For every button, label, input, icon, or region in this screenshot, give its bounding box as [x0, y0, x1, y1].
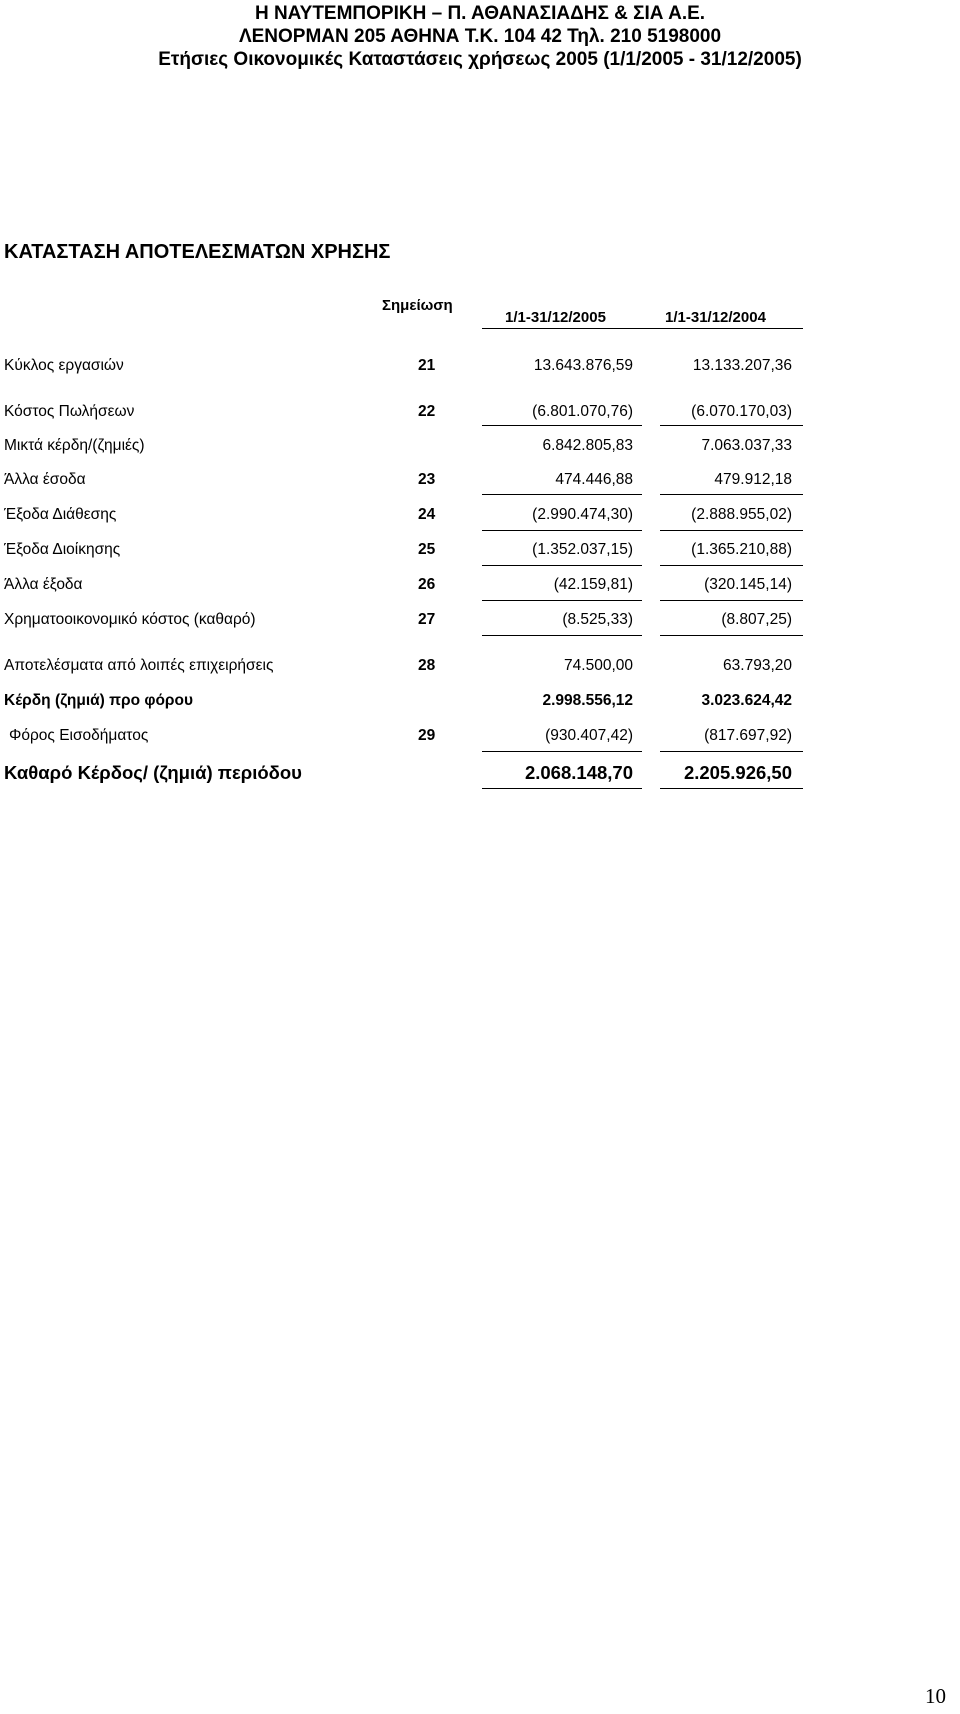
row-note: 28 — [418, 657, 436, 674]
column-header-2005: 1/1-31/12/2005 — [505, 309, 606, 326]
value-2005: (42.159,81) — [553, 576, 633, 593]
value-2004: (6.070.170,03) — [691, 403, 792, 420]
value-2004: (1.365.210,88) — [691, 541, 792, 558]
table-row — [0, 403, 960, 427]
value-2005: 2.998.556,12 — [542, 692, 633, 709]
value-2005: 6.842.805,83 — [542, 437, 633, 454]
table-row — [0, 762, 960, 786]
table-row — [0, 611, 960, 635]
total-rule — [660, 788, 803, 789]
value-2004: (817.697,92) — [704, 727, 792, 744]
row-label: Άλλα έσοδα — [4, 471, 86, 488]
row-note: 27 — [418, 611, 436, 628]
row-label: Κέρδη (ζημιά) προ φόρου — [4, 692, 193, 709]
row-label: Κύκλος εργασιών — [4, 357, 124, 374]
value-2004: (2.888.955,02) — [691, 506, 792, 523]
table-row — [0, 541, 960, 565]
row-label: Κόστος Πωλήσεων — [4, 403, 135, 420]
value-2004: 7.063.037,33 — [701, 437, 792, 454]
value-2004: 2.205.926,50 — [683, 762, 792, 783]
table-row — [0, 727, 960, 751]
row-label: Καθαρό Κέρδος/ (ζημιά) περιόδου — [4, 762, 302, 783]
subtotal-rule — [482, 494, 642, 495]
subtotal-rule — [660, 751, 803, 752]
row-note: 26 — [418, 576, 436, 593]
subtotal-rule — [660, 425, 803, 426]
statement-title: ΚΑΤΑΣΤΑΣΗ ΑΠΟΤΕΛΕΣΜΑΤΩΝ ΧΡΗΣΗΣ — [4, 241, 391, 263]
subtotal-rule — [482, 600, 642, 601]
row-label: Χρηματοοικονομικό κόστος (καθαρό) — [4, 611, 256, 628]
subtotal-rule — [660, 494, 803, 495]
row-label: Άλλα έξοδα — [4, 576, 83, 593]
table-row — [0, 506, 960, 530]
value-2005: 74.500,00 — [564, 657, 633, 674]
value-2005: (8.525,33) — [562, 611, 633, 628]
row-note: 25 — [418, 541, 436, 558]
table-row — [0, 692, 960, 716]
value-2005: (1.352.037,15) — [532, 541, 633, 558]
value-2004: 13.133.207,36 — [692, 357, 792, 374]
row-note: 22 — [418, 403, 436, 420]
page-number: 10 — [925, 1684, 946, 1708]
subtotal-rule — [482, 565, 642, 566]
table-row — [0, 437, 960, 461]
statements-period: Ετήσιες Οικονομικές Καταστάσεις χρήσεως 2005 (1/1/2005 - 31/12/2005) — [158, 49, 802, 70]
value-2005: 2.068.148,70 — [524, 762, 633, 783]
subtotal-rule — [660, 565, 803, 566]
row-label: Έξοδα Διάθεσης — [4, 506, 117, 523]
header-rule — [482, 328, 803, 329]
document-header — [0, 2, 960, 71]
company-address: ΛΕΝΟΡΜΑΝ 205 ΑΘΗΝΑ Τ.Κ. 104 42 Τηλ. 210 5198000 — [238, 26, 722, 47]
value-2005: (930.407,42) — [545, 727, 633, 744]
value-2005: (6.801.070,76) — [532, 403, 633, 420]
table-row — [0, 471, 960, 495]
subtotal-rule — [660, 600, 803, 601]
value-2004: 479.912,18 — [714, 471, 792, 488]
row-label: Έξοδα Διοίκησης — [4, 541, 121, 558]
row-label: Μικτά κέρδη/(ζημιές) — [4, 437, 145, 454]
subtotal-rule — [482, 530, 642, 531]
value-2004: 63.793,20 — [723, 657, 792, 674]
company-name: Η ΝΑΥΤΕΜΠΟΡΙΚΗ – Π. ΑΘΑΝΑΣΙΑΔΗΣ & ΣΙΑ Α.Ε. — [254, 3, 706, 24]
value-2004: (320.145,14) — [704, 576, 792, 593]
row-note: 21 — [418, 357, 436, 374]
table-row — [0, 576, 960, 600]
subtotal-rule — [660, 530, 803, 531]
subtotal-rule — [482, 635, 642, 636]
table-row — [0, 357, 960, 381]
subtotal-rule — [482, 751, 642, 752]
subtotal-rule — [482, 425, 642, 426]
value-2004: 3.023.624,42 — [701, 692, 792, 709]
value-2004: (8.807,25) — [721, 611, 792, 628]
row-note: 29 — [418, 727, 436, 744]
row-note: 23 — [418, 471, 436, 488]
row-note: 24 — [418, 506, 436, 523]
value-2005: 13.643.876,59 — [533, 357, 633, 374]
row-label: Φόρος Εισοδήματος — [9, 727, 149, 744]
row-label: Αποτελέσματα από λοιπές επιχειρήσεις — [4, 657, 274, 674]
subtotal-rule — [660, 635, 803, 636]
value-2005: 474.446,88 — [555, 471, 633, 488]
total-rule — [482, 788, 642, 789]
column-header-note: Σημείωση — [382, 297, 453, 314]
table-row — [0, 657, 960, 681]
value-2005: (2.990.474,30) — [532, 506, 633, 523]
column-header-2004: 1/1-31/12/2004 — [665, 309, 766, 326]
